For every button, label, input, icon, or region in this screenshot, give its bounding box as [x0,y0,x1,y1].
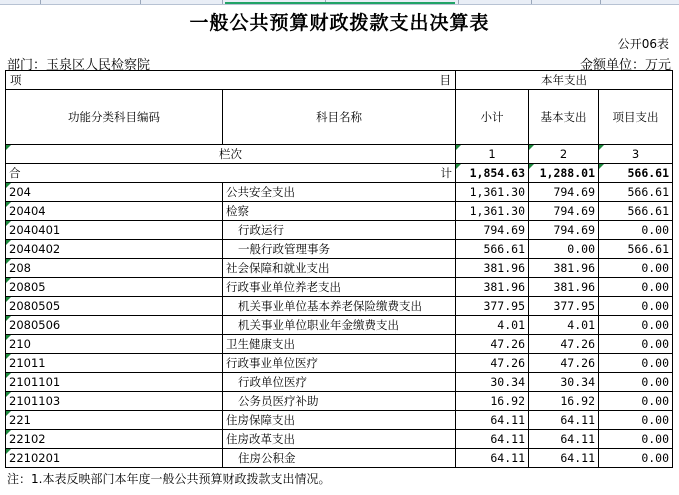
header-basic-cell[interactable]: 基本支出 [529,90,599,145]
name-cell[interactable]: 公共安全支出 [223,183,456,202]
project-cell[interactable]: 0.00 [599,354,673,373]
name-cell[interactable] [223,221,456,240]
name-label: 机关事业单位职业年金缴费支出 [238,318,399,332]
basic-cell[interactable]: 47.26 [529,354,599,373]
code-cell[interactable]: 2040401 [6,221,223,240]
table-row [6,335,673,354]
name-cell[interactable]: 行政事业单位医疗 [223,354,456,373]
table-row [6,430,673,449]
total-basic-cell[interactable]: 1,288.01 [529,164,599,183]
code-cell[interactable]: 2101103 [6,392,223,411]
project-cell[interactable]: 0.00 [599,373,673,392]
name-cell[interactable] [223,373,456,392]
project-cell[interactable]: 0.00 [599,278,673,297]
header-name-cell[interactable]: 科目名称 [223,90,456,145]
spreadsheet-column-header-strip[interactable] [0,0,679,5]
header-mu-label: 目 [439,73,451,87]
table-row [6,411,673,430]
subtotal-cell[interactable]: 64.11 [456,430,529,449]
code-cell[interactable]: 2040402 [6,240,223,259]
name-cell[interactable]: 住房改革支出 [223,430,456,449]
header-current-year-cell[interactable]: 本年支出 [456,71,673,90]
basic-cell[interactable]: 64.11 [529,449,599,468]
table-row [6,316,673,335]
name-cell[interactable] [223,449,456,468]
table-row [6,278,673,297]
table-row [6,202,673,221]
project-cell[interactable]: 0.00 [599,316,673,335]
name-cell[interactable]: 社会保障和就业支出 [223,259,456,278]
expenditure-table [5,70,673,468]
basic-cell[interactable]: 794.69 [529,183,599,202]
basic-cell[interactable]: 381.96 [529,278,599,297]
header-code-cell[interactable]: 功能分类科目编码 [6,90,223,145]
table-row [6,354,673,373]
name-label: 一般行政管理事务 [238,242,330,256]
name-cell[interactable]: 卫生健康支出 [223,335,456,354]
total-subtotal-cell[interactable]: 1,854.63 [456,164,529,183]
code-cell[interactable]: 221 [6,411,223,430]
column-number-label-cell[interactable]: 栏次 [6,145,456,164]
basic-cell[interactable]: 64.11 [529,430,599,449]
table-number: 公开06表 [617,37,669,51]
header-project-cell[interactable]: 项目支出 [599,90,673,145]
column-number-2[interactable]: 2 [529,145,599,164]
column-number-row [6,145,673,164]
code-cell[interactable]: 20404 [6,202,223,221]
subtotal-cell[interactable]: 30.34 [456,373,529,392]
subtotal-cell[interactable]: 16.92 [456,392,529,411]
code-cell[interactable]: 2210201 [6,449,223,468]
subtotal-cell[interactable]: 47.26 [456,335,529,354]
name-label: 机关事业单位基本养老保险缴费支出 [238,299,422,313]
basic-cell[interactable]: 16.92 [529,392,599,411]
amount-unit-label: 金额单位：万元 [579,58,671,73]
name-label: 行政单位医疗 [238,375,307,389]
subtotal-cell[interactable]: 794.69 [456,221,529,240]
subtotal-cell[interactable]: 4.01 [456,316,529,335]
subtotal-cell[interactable]: 381.96 [456,259,529,278]
header-item-cell[interactable] [6,71,456,90]
project-cell[interactable]: 0.00 [599,259,673,278]
code-cell[interactable]: 22102 [6,430,223,449]
column-number-1[interactable]: 1 [456,145,529,164]
project-cell[interactable]: 0.00 [599,430,673,449]
project-cell[interactable]: 566.61 [599,183,673,202]
basic-cell[interactable]: 64.11 [529,411,599,430]
footnote: 注：1.本表反映部门本年度一般公共预算财政拨款支出情况。 [7,472,331,486]
name-cell[interactable]: 检察 [223,202,456,221]
header-subtotal-cell[interactable]: 小计 [456,90,529,145]
code-cell[interactable]: 2101101 [6,373,223,392]
table-row [6,240,673,259]
basic-cell[interactable]: 794.69 [529,221,599,240]
name-cell[interactable] [223,240,456,259]
basic-cell[interactable]: 794.69 [529,202,599,221]
header-row-item [6,71,673,90]
basic-cell[interactable]: 30.34 [529,373,599,392]
code-cell[interactable]: 21011 [6,354,223,373]
header-row-columns [6,90,673,145]
project-cell[interactable]: 0.00 [599,297,673,316]
name-cell[interactable]: 住房保障支出 [223,411,456,430]
subtotal-cell[interactable]: 64.11 [456,411,529,430]
code-cell[interactable]: 20805 [6,278,223,297]
table-row [6,259,673,278]
name-label: 住房公积金 [238,451,296,465]
total-row [6,164,673,183]
basic-cell[interactable]: 47.26 [529,335,599,354]
code-cell[interactable]: 2080505 [6,297,223,316]
basic-cell[interactable]: 377.95 [529,297,599,316]
code-cell[interactable]: 204 [6,183,223,202]
department-label: 部门：玉泉区人民检察院 [7,58,151,73]
name-cell[interactable] [223,392,456,411]
project-cell[interactable]: 0.00 [599,449,673,468]
subtotal-cell[interactable]: 1,361.30 [456,183,529,202]
subtotal-cell[interactable]: 64.11 [456,449,529,468]
column-number-3[interactable]: 3 [599,145,673,164]
project-cell[interactable]: 0.00 [599,392,673,411]
project-cell[interactable]: 566.61 [599,202,673,221]
subtotal-cell[interactable]: 377.95 [456,297,529,316]
header-item-label: 项 [10,73,22,87]
basic-cell[interactable]: 4.01 [529,316,599,335]
total-left-label: 合 [9,166,21,180]
name-cell[interactable] [223,297,456,316]
subtotal-cell[interactable]: 566.61 [456,240,529,259]
table-row [6,392,673,411]
subtotal-cell[interactable]: 47.26 [456,354,529,373]
table-row [6,183,673,202]
project-cell[interactable]: 0.00 [599,411,673,430]
subtotal-cell[interactable]: 381.96 [456,278,529,297]
code-cell[interactable]: 2080506 [6,316,223,335]
table-row [6,221,673,240]
page-title: 一般公共预算财政拨款支出决算表 [189,12,490,34]
basic-cell[interactable]: 381.96 [529,259,599,278]
table-row [6,297,673,316]
total-right-label: 计 [440,166,452,180]
basic-cell[interactable]: 0.00 [529,240,599,259]
name-label: 行政运行 [238,223,284,237]
table-row [6,449,673,468]
code-cell[interactable]: 208 [6,259,223,278]
project-cell[interactable]: 0.00 [599,335,673,354]
total-project-cell[interactable]: 566.61 [599,164,673,183]
total-label-cell[interactable] [6,164,456,183]
table-row [6,373,673,392]
name-label: 公务员医疗补助 [238,394,319,408]
project-cell[interactable]: 566.61 [599,240,673,259]
name-cell[interactable]: 行政事业单位养老支出 [223,278,456,297]
code-cell[interactable]: 210 [6,335,223,354]
subtotal-cell[interactable]: 1,361.30 [456,202,529,221]
name-cell[interactable] [223,316,456,335]
project-cell[interactable]: 0.00 [599,221,673,240]
